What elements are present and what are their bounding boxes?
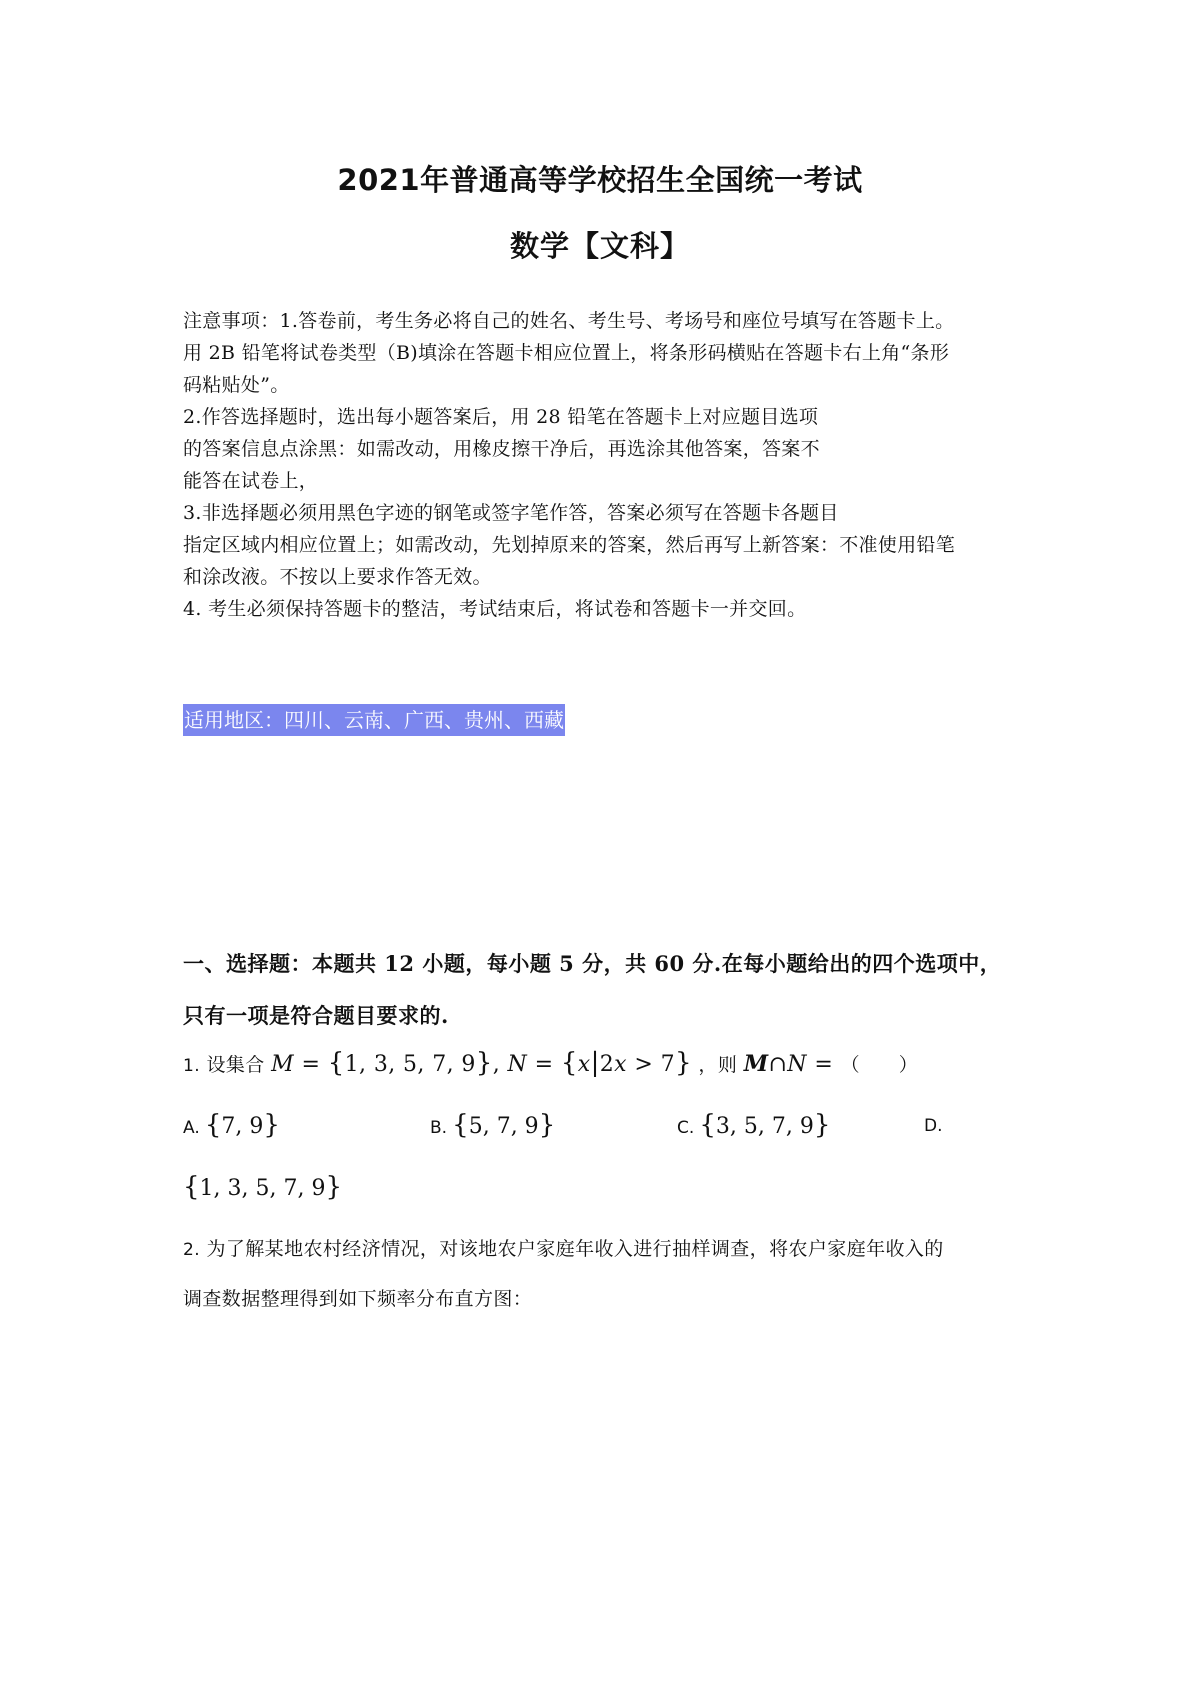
question-1-stem: [183, 1048, 918, 1078]
page-subtitle: 数学【文科】: [509, 229, 690, 263]
notice-line: 指定区域内相应位置上；如需改动，先划掉原来的答案，然后再写上新答案：不准使用铅笔: [183, 534, 956, 556]
region-highlight[interactable]: 适用地区：四川、云南、广西、贵州、西藏: [183, 704, 565, 736]
notice-line: 4. 考生必须保持答题卡的整洁，考试结束后，将试卷和答题卡一并交回。: [183, 598, 807, 620]
page-title: 2021年普通高等学校招生全国统一考试: [337, 163, 863, 197]
equals-sign: =: [527, 1052, 561, 1077]
intersection-expression: [744, 1052, 841, 1077]
answer-blank: （ ）: [840, 1054, 919, 1076]
cap-symbol: ∩: [768, 1052, 788, 1077]
set-n-var: x: [577, 1052, 591, 1077]
question-number: 1.: [183, 1056, 201, 1076]
option-d-label[interactable]: [924, 1116, 943, 1136]
set-n-name: N: [507, 1052, 528, 1077]
set-m-elements: 1, 3, 5, 7, 9: [344, 1052, 476, 1077]
option-elements: 3, 5, 7, 9: [715, 1114, 814, 1139]
option-c[interactable]: [677, 1110, 830, 1140]
set-n-coef: 2: [599, 1052, 615, 1077]
notice-line: 码粘贴处”。: [183, 374, 290, 396]
option-a[interactable]: [183, 1110, 280, 1140]
option-b[interactable]: [430, 1110, 555, 1140]
stem-then: ，则: [698, 1054, 738, 1076]
option-value: {3, 5, 7, 9}: [699, 1110, 831, 1140]
notice-line: 能答在试卷上，: [183, 470, 319, 492]
question-2-line2: 调查数据整理得到如下频率分布直方图：: [183, 1288, 533, 1310]
option-elements: 1, 3, 5, 7, 9: [199, 1176, 326, 1201]
notice-line: 2.作答选择题时，选出每小题答案后，用 28 铅笔在答题卡上对应题目选项: [183, 406, 819, 428]
question-number: 2.: [183, 1240, 201, 1260]
set-n-cond-rest: > 7: [626, 1052, 676, 1077]
option-elements: 5, 7, 9: [468, 1114, 539, 1139]
equals-sign: =: [806, 1052, 841, 1077]
section-heading-line2: 只有一项是符合题目要求的.: [183, 1003, 449, 1028]
stem-prefix: 设集合: [206, 1054, 265, 1076]
option-label: B.: [430, 1118, 448, 1138]
equals-sign: =: [294, 1052, 328, 1077]
option-label: D.: [924, 1116, 943, 1136]
option-elements: 7, 9: [221, 1114, 264, 1139]
question-2-text: 为了解某地农村经济情况，对该地农户家庭年收入进行抽样调查，将农户家庭年收入的: [206, 1238, 944, 1260]
notice-line: 注意事项：1.答卷前，考生务必将自己的姓名、考生号、考场号和座位号填写在答题卡上。: [183, 310, 955, 332]
intersection-lhs: M: [743, 1051, 769, 1077]
option-d-value[interactable]: [183, 1172, 342, 1202]
option-label: C.: [677, 1118, 695, 1138]
option-value: {7, 9}: [204, 1110, 280, 1140]
notice-line: 和涂改液。不按以上要求作答无效。: [183, 566, 492, 588]
notice-line: 用 2B 铅笔将试卷类型（B)填涂在答题卡相应位置上，将条形码横贴在答题卡右上角“条形: [183, 342, 950, 364]
set-n-cond-var: x: [614, 1052, 627, 1077]
comma: ,: [492, 1052, 508, 1077]
option-label: A.: [183, 1118, 200, 1138]
question-2-line1: [183, 1234, 944, 1261]
option-value: {5, 7, 9}: [452, 1110, 556, 1140]
intersection-rhs: N: [787, 1052, 807, 1077]
section-heading-line1: 一、选择题：本题共 12 小题，每小题 5 分，共 60 分.在每小题给出的四个选项中，: [183, 951, 1002, 976]
set-m-name: M: [271, 1052, 295, 1077]
option-value: {1, 3, 5, 7, 9}: [183, 1172, 343, 1202]
notice-line: 3.非选择题必须用黑色字迹的钢笔或签字笔作答，答案必须写在答题卡各题目: [183, 502, 839, 524]
set-m-expression: M = {1, 3, 5, 7, 9}, N = {x|2x > 7}: [271, 1048, 692, 1078]
notice-line: 的答案信息点涂黑：如需改动，用橡皮擦干净后，再选涂其他答案，答案不: [183, 438, 820, 460]
